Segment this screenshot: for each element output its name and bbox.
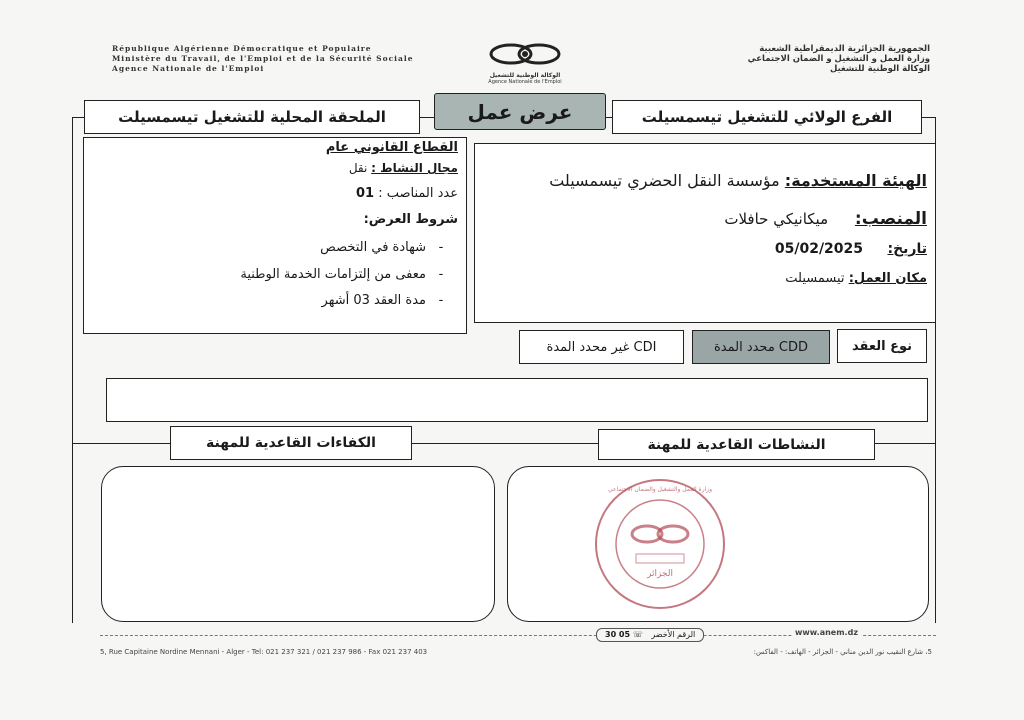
activity-row [349,161,458,175]
contract-type-label [837,329,927,363]
footer-address-fr: 5, Rue Capitaine Nordine Mennani - Alger - Tel: 021 237 321 / 021 237 986 - Fax 021 237 403 [100,648,428,656]
positions-label: عدد المناصب : [378,186,458,201]
employer-row [549,171,927,190]
contract-cdi-option[interactable] [519,330,684,364]
anem-logo [470,40,580,86]
header-fr [112,44,442,74]
header-ar [600,44,930,74]
condition-text: شهادة في التخصص [320,240,426,255]
legal-sector: القطاع القانوني عام [325,140,458,155]
activities-title [598,429,875,460]
competencies-title-text: الكفاءات القاعدية للمهنة [206,435,376,451]
footer-phone-number: 30 05 ☏ [605,630,643,639]
employer-label: الهيئة المستخدمة: [784,171,927,190]
stamp-center-text: الجزائر [647,569,673,579]
competencies-title [170,426,412,460]
contract-cdd-option[interactable] [692,330,830,364]
header-fr-line3: Agence Nationale de l'Emploi [112,64,265,73]
contract-type-label-text: نوع العقد [852,338,912,354]
workplace-label: مكان العمل: [848,271,927,286]
local-agency-title-text: الملحقة المحلية للتشغيل تيسمسيلت [118,108,386,126]
contract-cdi-text: غير محدد المدة CDI [546,339,657,355]
header-fr-line2: Ministère du Travail, de l'Emploi et de la Sécurité Sociale [112,54,414,63]
right-panel [474,143,936,323]
condition-item: -شهادة في التخصص [320,240,444,255]
conditions-label: شروط العرض: [363,212,458,227]
anem-logo-icon [475,40,575,68]
date-label: تاريخ: [887,241,927,257]
stamp-icon [592,476,728,612]
notes-box [106,378,928,422]
stamp-ring-text: وزارة العمل والتشغيل والضمان الاجتماعي [607,486,713,493]
header-ar-line2: وزارة العمل و التشغيل و الضمان الاجتماعي [747,54,930,64]
footer-phone-label: الرقم الأخضر [651,630,696,639]
activity-value: نقل [348,161,368,175]
header-ar-line3: الوكالة الوطنية للتشغيل [829,64,930,74]
header-ar-line1: الجمهورية الجزائرية الديمقراطية الشعبية [759,44,930,54]
condition-text: مدة العقد 03 أشهر [321,293,426,308]
position-label: المنصب: [854,209,927,229]
condition-item: -مدة العقد 03 أشهر [321,293,444,308]
position-row [724,209,927,229]
footer-address-ar: 5، شارع النقيب نور الدين مناني - الجزائر - الهاتف: - الفاكس: [753,648,932,656]
date-row [775,241,927,257]
logo-caption: الوكالة الوطنية للتشغيل [489,72,561,79]
condition-text: معفى من إلتزامات الخدمة الوطنية [240,267,426,282]
workplace-row [785,271,927,286]
condition-item: -معفى من إلتزامات الخدمة الوطنية [240,267,444,282]
activities-title-text: النشاطات القاعدية للمهنة [647,436,826,453]
official-stamp [592,476,728,612]
footer-website[interactable]: www.anem.dz [792,628,861,637]
logo-caption-fr: Agence Nationale de l'Emploi [488,79,562,85]
employer-value: مؤسسة النقل الحضري تيسمسيلت [549,171,780,190]
workplace-value: تيسمسيلت [785,271,845,286]
offer-title [434,93,606,130]
positions-row [356,186,458,201]
header-fr-line1: République Algérienne Démocratique et Populaire [112,44,372,53]
offer-title-text: عرض عمل [467,99,573,124]
positions-value: 01 [355,186,375,201]
date-value: 05/02/2025 [774,241,864,257]
contract-cdd-text: محدد المدة CDD [713,339,809,355]
wilaya-branch-title-text: الفرع الولائي للتشغيل تيسمسيلت [641,108,893,126]
wilaya-branch-title [612,100,922,134]
left-panel [83,137,467,334]
position-value: ميكانيكي حافلات [724,210,829,228]
competencies-box [101,466,495,622]
activity-label: مجال النشاط : [371,161,458,175]
footer-green-number [596,628,704,642]
local-agency-title [84,100,420,134]
